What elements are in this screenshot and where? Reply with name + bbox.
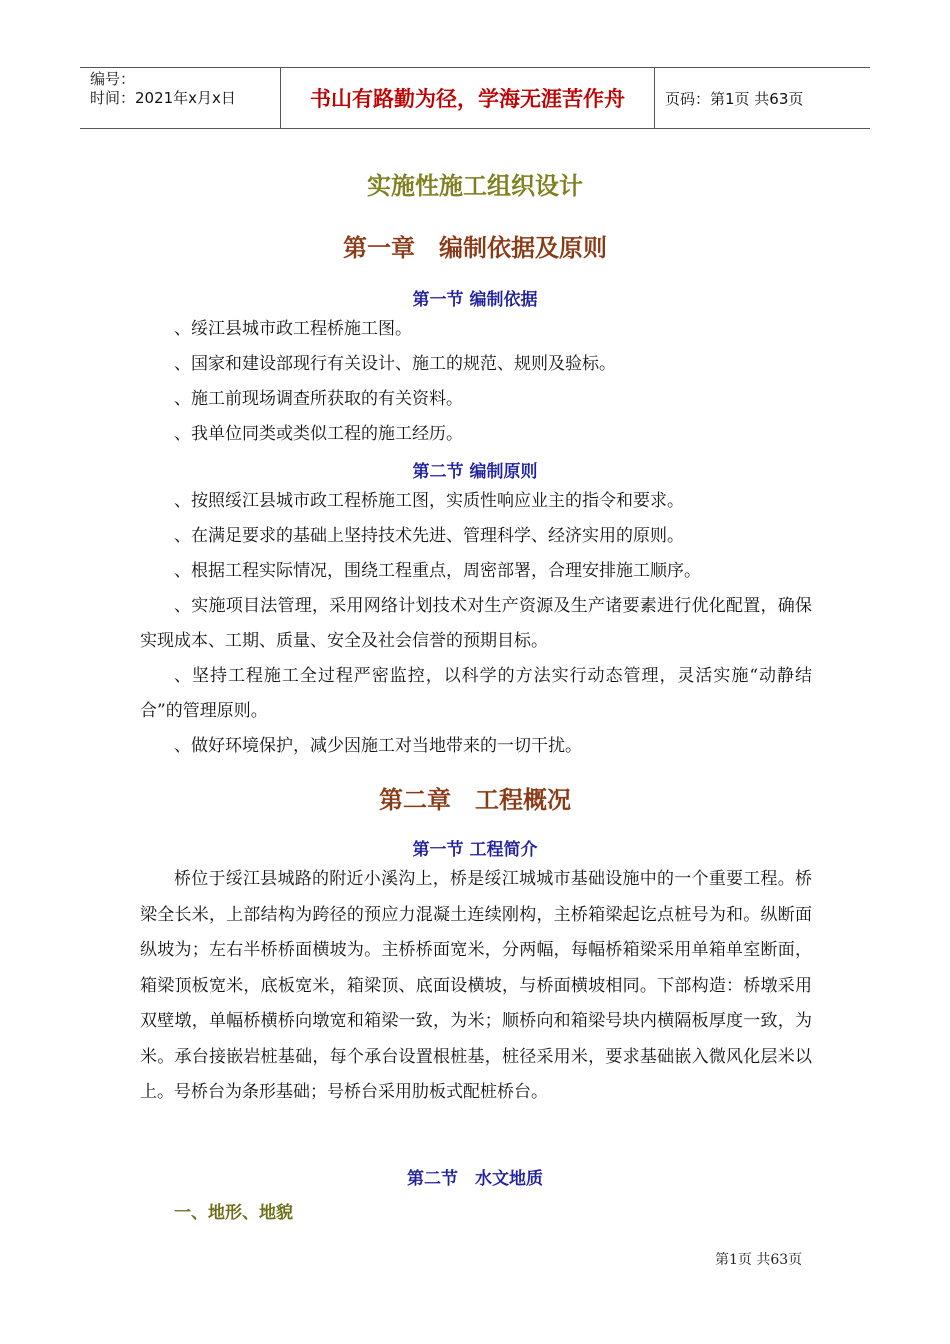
list-item: 、我单位同类或类似工程的施工经历。: [174, 424, 463, 444]
document-title: 实施性施工组织设计: [367, 172, 583, 200]
header-motto: 书山有路勤为径，学海无涯苦作舟: [281, 68, 655, 128]
list-item: 、根据工程实际情况，围绕工程重点，周密部署，合理安排施工顺序。: [174, 561, 701, 581]
chapter-2-section-2-title: 第二节 水文地质: [407, 1169, 543, 1189]
list-item: 、按照绥江县城市政工程桥施工图，实质性响应业主的指令和要求。: [174, 491, 684, 511]
list-item: 、在满足要求的基础上坚持技术先进、管理科学、经济实用的原则。: [174, 526, 684, 546]
list-item: 、坚持工程施工全过程严密监控，以科学的方法实行动态管理，灵活实施“动静结合”的管理原则。: [140, 666, 812, 721]
chapter-1-title: 第一章 编制依据及原则: [343, 234, 607, 262]
chapter-2-title: 第二章 工程概况: [379, 786, 571, 814]
list-item: 、施工前现场调查所获取的有关资料。: [174, 389, 463, 409]
project-intro-paragraph: 桥位于绥江县城路的附近小溪沟上，桥是绥江城城市基础设施中的一个重要工程。桥梁全长米，上部结构为跨径的预应力混凝土连续刚构，主桥箱梁起讫点桩号为和。纵断面纵坡为；左右半桥桥面横坡为。主桥桥面宽米，分两幅，每幅桥箱梁采用单箱单室断面，箱梁顶板宽米，底板宽米，箱梁顶、底面设横坡，与桥面横坡相同。下部构造：桥墩采用双壁墩，单幅桥横桥向墩宽和箱梁一致，为米；顺桥向和箱梁号块内横隔板厚度一致，为米。承台接嵌岩桩基础，每个承台设置根桩基，桩径采用米，要求基础嵌入微风化层米以上。号桥台为条形基础；号桥台采用肋板式配桩桥台。: [140, 869, 812, 1102]
chapter-1-section-2-title: 第二节 编制原则: [412, 462, 538, 482]
subheading-terrain: 一、地形、地貌: [174, 1203, 293, 1223]
number-label: 编号：: [90, 70, 136, 88]
list-item: 、做好环境保护，减少因施工对当地带来的一切干扰。: [174, 736, 582, 756]
page-footer: 第1页 共63页: [715, 1252, 803, 1268]
time-label: 时间：2021年x月x日: [90, 89, 236, 107]
list-item: 、实施项目法管理，采用网络计划技术对生产资源及生产诸要素进行优化配置，确保实现成本、工期、质量、安全及社会信誉的预期目标。: [140, 596, 812, 651]
header-page-info: 页码：第1页 共63页: [665, 89, 804, 108]
list-item: 、绥江县城市政工程桥施工图。: [174, 319, 412, 339]
chapter-2-section-1-title: 第一节 工程简介: [412, 840, 538, 860]
page-header: [80, 67, 870, 129]
chapter-1-section-1-title: 第一节 编制依据: [412, 290, 538, 310]
header-meta: [80, 68, 281, 128]
list-item: 、国家和建设部现行有关设计、施工的规范、规则及验标。: [174, 354, 616, 374]
